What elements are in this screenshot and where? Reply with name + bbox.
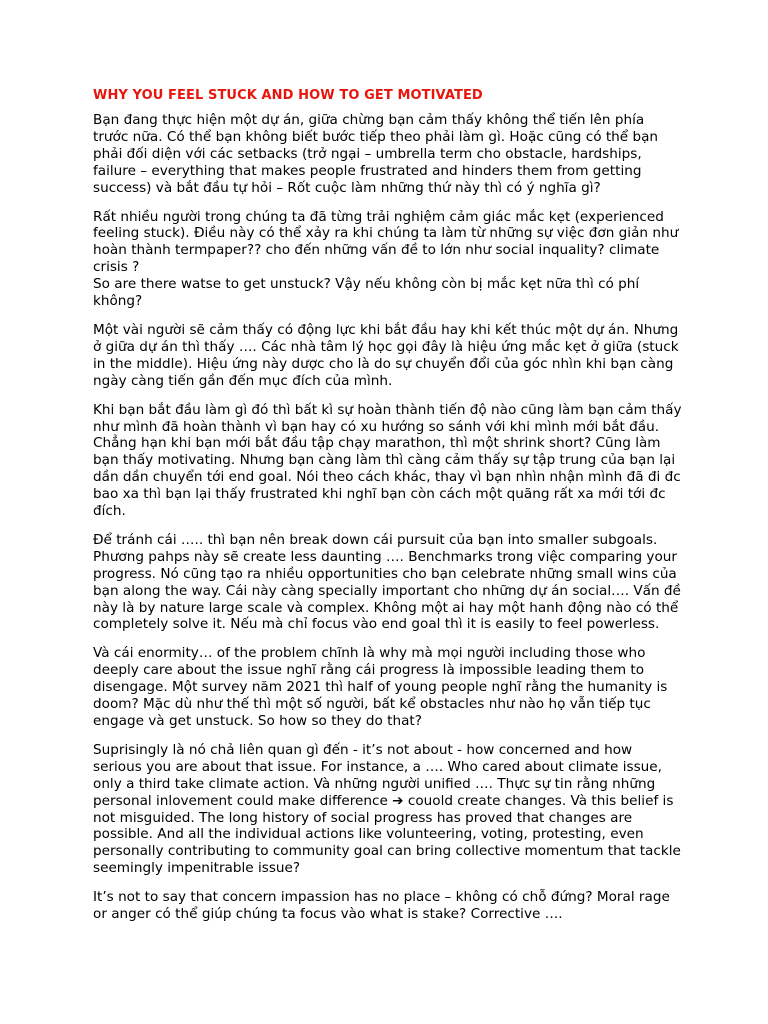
paragraph-5: Để tránh cái ….. thì bạn nên break down cái pursuit của bạn into smaller subgoals. Phương pahps này sẽ create less daunting …. Benchmarks trong việc comparing your progress. Nó cũng tạo ra nhiều opportunities cho bạn celebrate những small wins của bạn along the way. Cái này càng specially important cho những dự án social…. Vấn đề này là by nature large scale và complex. Không một ai hay một hanh động nào có thể completely solve it. Nếu mà chỉ focus vào end goal thì it is easily to feel powerless. [93, 531, 681, 633]
paragraph-1: Bạn đang thực hiện một dự án, giữa chừng bạn cảm thấy không thể tiến lên phía trước nữa. Có thể bạn không biết bước tiếp theo phải làm gì. Hoặc cũng có thể bạn phải đối diện với các setbacks (trở ngại – umbrella term cho obstacle, hardships, failure – everything that makes people frustrated and hinders them from getting success) và bắt đầu tự hỏi – Rốt cuộc làm những thứ này thì có ý nghĩa gì? [93, 112, 659, 196]
paragraph-3: Một vài người sẽ cảm thấy có động lực khi bắt đầu hay khi kết thúc một dự án. Nhưng ở giữa dự án thì thấy …. Các nhà tâm lý học gọi đây là hiệu ứng mắc kẹt ở giữa (stuck in the middle). Hiệu ứng này dược cho là do sự chuyển đổi của góc nhìn khi bạn càng ngày càng tiến gần đến mục đích của mình. [93, 321, 679, 389]
paragraph-8: It’s not to say that concern impassion has no place – không có chỗ đứng? Moral rage or anger có thể giúp chúng ta focus vào what is stake? Corrective …. [93, 889, 670, 923]
paragraph-2: Rất nhiều người trong chúng ta đã từng trải nghiệm cảm giác mắc kẹt (experienced feeling stuck). Điều này có thể xảy ra khi chúng ta làm từ những sự việc đơn giản như hoàn thành termpaper?? cho đến những vấn đề to lớn như social inquality? climate crisis ? So are there watse to get unstuck? Vậy nếu không còn bị mắc kẹt nữa thì có phí không? [93, 208, 679, 310]
document-body [93, 112, 683, 935]
paragraph-6: Và cái enormity… of the problem chĩnh là why mà mọi người including those who deeply care about the issue nghĩ rằng cái progress là impossible leading them to disengage. Một survey năm 2021 thì half of young people nghĩ rằng the humanity is doom? Mặc dù như thế thì một số người, bất kể obstacles như nào họ vẫn tiếp tục engage và get unstuck. So how so they do that? [93, 645, 668, 729]
paragraph-4: Khi bạn bắt đầu làm gì đó thì bất kì sự hoàn thành tiến độ nào cũng làm bạn cảm thấy như mình đã hoàn thành vì bạn hay có xu hướng so sánh với khi mình mới bắt đầu. Chẳng hạn khi bạn mới bắt đầu tập chạy marathon, thì một shrink short? Cũng làm bạn thấy motivating. Nhưng bạn càng làm thì càng cảm thấy sự tập trung của bạn lại dần dần chuyển tới end goal. Nói theo cách khác, thay vì bạn nhìn nhận mình đã đi đc bao xa thì bạn lại thấy frustrated khi nghĩ bạn còn cách một quãng rất xa mới tới đc đích. [93, 401, 682, 520]
paragraph-7: Suprisingly là nó chả liên quan gì đến - it’s not about - how concerned and how serious you are about that issue. For instance, a …. Who cared about climate issue, only a third take climate action. Và những người unified …. Thực sự tin rằng những personal inlovement could make difference ➔ couold create changes. Và this belief is not misguided. The long history of social progress has proved that changes are possible. And all the individual actions like volunteering, voting, protesting, even personally contributing to community goal can bring collective momentum that tackle seemingly impenitrable issue? [93, 741, 681, 877]
document-title: WHY YOU FEEL STUCK AND HOW TO GET MOTIVATED [93, 88, 483, 103]
